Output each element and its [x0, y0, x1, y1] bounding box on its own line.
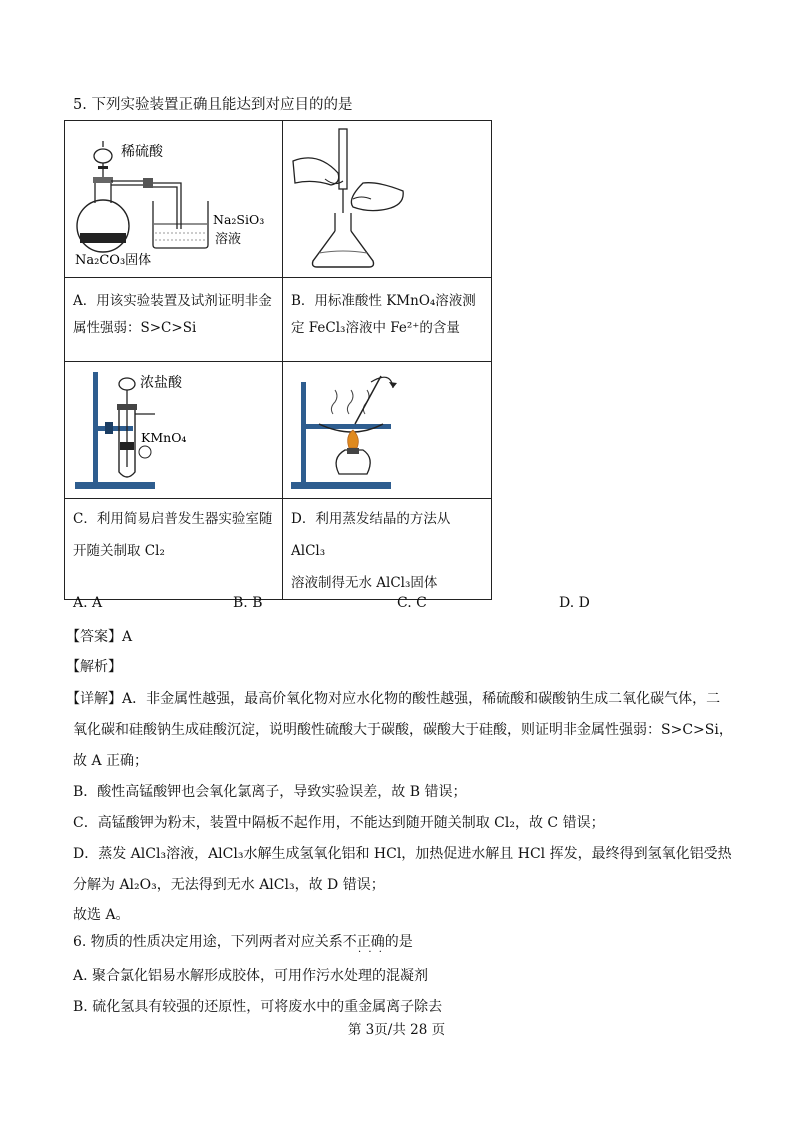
figure-a-label-solid: Na₂CO₃固体 — [75, 253, 152, 268]
analysis-label: 【解析】 — [66, 659, 122, 675]
analysis-line-6: D．蒸发 AlCl₃溶液，AlCl₃水解生成氢氧化铝和 HCl，加热促进水解且 HCl 挥发，最终得到氢氧化铝受热 — [73, 846, 732, 862]
option-c-text: C．利用简易启普发生器实验室随 开随关制取 Cl₂ — [65, 499, 283, 600]
options-table — [64, 120, 492, 600]
figure-b-cell — [283, 121, 492, 278]
analysis-line-4: B．酸性高锰酸钾也会氧化氯离子，导致实验误差，故 B 错误； — [73, 784, 467, 800]
question-6-title: 6. 物质的性质决定用途，下列两者对应关系不正确的是 — [73, 934, 413, 950]
answer-label: 【答案】A — [66, 629, 133, 645]
figure-b-titration — [283, 121, 491, 273]
question-5-title: 5. 下列实验装置正确且能达到对应目的的是 — [73, 97, 353, 113]
question-6-option-b: B. 硫化氢具有较强的还原性，可将废水中的重金属离子除去 — [73, 999, 443, 1015]
figure-d-cell — [283, 362, 492, 499]
figure-a-label-solution2: 溶液 — [215, 232, 242, 247]
analysis-line-5: C．高锰酸钾为粉末，装置中隔板不起作用，不能达到随开随关制取 Cl₂，故 C 错误； — [73, 815, 605, 831]
figure-d-evaporation — [283, 362, 491, 494]
figure-c-cell — [65, 362, 283, 499]
option-a-text: A．用该实验装置及试剂证明非金 属性强弱：S>C>Si — [65, 278, 283, 362]
option-d-text: D．利用蒸发结晶的方法从 AlCl₃ 溶液制得无水 AlCl₃固体 — [283, 499, 492, 600]
figure-a-cell — [65, 121, 283, 278]
figure-a-label-acid: 稀硫酸 — [121, 144, 163, 160]
figure-c-label-acid: 浓盐酸 — [140, 375, 182, 391]
analysis-line-3: 故 A 正确； — [73, 753, 149, 769]
choice-d: D. D — [559, 595, 590, 611]
analysis-line-8: 故选 A。 — [73, 907, 130, 923]
figure-a-label-solution: Na₂SiO₃ — [213, 212, 265, 227]
choice-c: C. C — [397, 595, 427, 611]
choice-b: B. B — [233, 595, 263, 611]
figure-c-kipp-generator — [65, 362, 282, 494]
figure-c-label-reagent: KMnO₄ — [141, 430, 187, 445]
page-footer: 第 3页/共 28 页 — [347, 1022, 446, 1038]
option-b-text: B．用标准酸性 KMnO₄溶液测 定 FeCl₃溶液中 Fe²⁺的含量 — [283, 278, 492, 362]
analysis-line-7: 分解为 Al₂O₃，无法得到无水 AlCl₃，故 D 错误； — [73, 877, 385, 893]
choice-a: A. A — [73, 595, 103, 611]
analysis-line-2: 氧化碳和硅酸钠生成硅酸沉淀，说明酸性硫酸大于碳酸，碳酸大于硅酸，则证明非金属性强弱：S>C>Si， — [73, 722, 733, 738]
analysis-line-1: 【详解】A．非金属性越强，最高价氧化物对应水化物的酸性越强，稀硫酸和碳酸钠生成二氧化碳气体，二 — [66, 691, 721, 707]
emphasis-dots: · · · — [358, 947, 384, 958]
question-6-option-a: A. 聚合氯化铝易水解形成胶体，可用作污水处理的混凝剂 — [73, 968, 429, 984]
figure-a-apparatus — [65, 121, 282, 273]
